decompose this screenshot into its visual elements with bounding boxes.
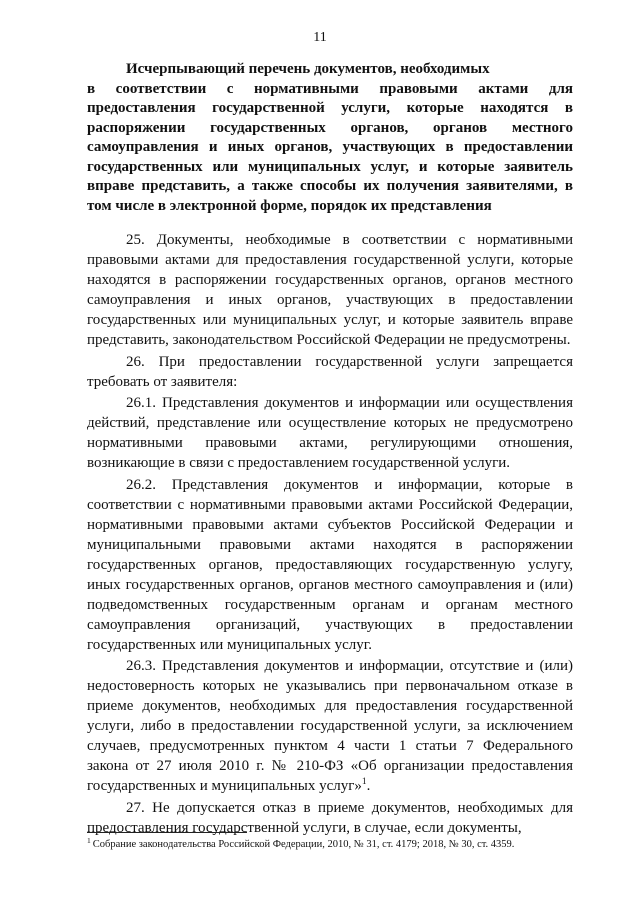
page-number: 11 (313, 30, 327, 45)
footnote-number: 1 (87, 835, 91, 845)
paragraph-26-3-end: . (366, 778, 371, 794)
paragraph-26: 26. При предоставлении государственной услуги запрещается требовать от заявителя: (87, 353, 573, 390)
paragraph-25: 25. Документы, необходимые в соответствии с нормативными правовыми актами для предоставления государственной услуги, которые находятся в распоряжении государственных органов, органов местного самоуправления и иных органов, участвующих в предоставлении государственных или муниципальных услуг, и которые заявитель вправе представить, законодательством Российской Федерации не предусмотрены. (87, 232, 573, 348)
footnote-reference[interactable]: 1 (361, 777, 367, 787)
footnote-divider (87, 832, 247, 833)
paragraph-26-3 (87, 656, 573, 796)
paragraph-26-2: 26.2. Представления документов и информации, которые в соответствии с нормативными правовыми актами Российской Федерации, нормативными правовыми актами субъектов Российской Федерации и муниципальными правовыми актами находятся в распоряжении государственных органов, предоставляющих государственную услугу, иных государственных органов, органов местного самоуправления и (или) подведомственных государственным органам и органам местного самоуправления организаций, участвующих в предоставлении государственных или муниципальных услуг. (87, 476, 573, 653)
section-heading-rest: в соответствии с нормативными правовыми актами для предоставления государственной услуги, которые находятся в распоряжении государственных органов, органов местного самоуправления и иных органов, участвующих в предоставлении государственных или муниципальных услуг, и которые заявитель вправе представить, а также способы их получения заявителями, в том числе в электронной форме, порядок их представления (87, 80, 573, 214)
section-heading (87, 60, 573, 216)
footnote (87, 835, 573, 851)
paragraph-26-3-text: 26.3. Представления документов и информации, отсутствие и (или) недостоверность которых не указывались при первоначальном отказе в приеме документов, необходимых для предоставления государственной услуги, либо в предоставлении государственной услуги, за исключением случаев, предусмотренных пунктом 4 части 1 статьи 7 Федерального закона от 27 июля 2010 г. № 210-ФЗ «Об организации предоставления государственных и муниципальных услуг» (87, 658, 573, 794)
paragraph-27: 27. Не допускается отказ в приеме документов, необходимых для предоставления государственной услуги, в случае, если документы, (87, 799, 573, 836)
footnote-text: Собрание законодательства Российской Федерации, 2010, № 31, ст. 4179; 2018, № 30, ст. 4359. (92, 839, 515, 850)
section-heading-first-line: Исчерпывающий перечень документов, необходимых (126, 61, 490, 77)
document-body (87, 230, 573, 839)
paragraph-26-1: 26.1. Представления документов и информации или осуществления действий, представление или осуществление которых не предусмотрено нормативными правовыми актами, регулирующими отношения, возникающие в связи с предоставлением государственной услуги. (87, 395, 573, 471)
